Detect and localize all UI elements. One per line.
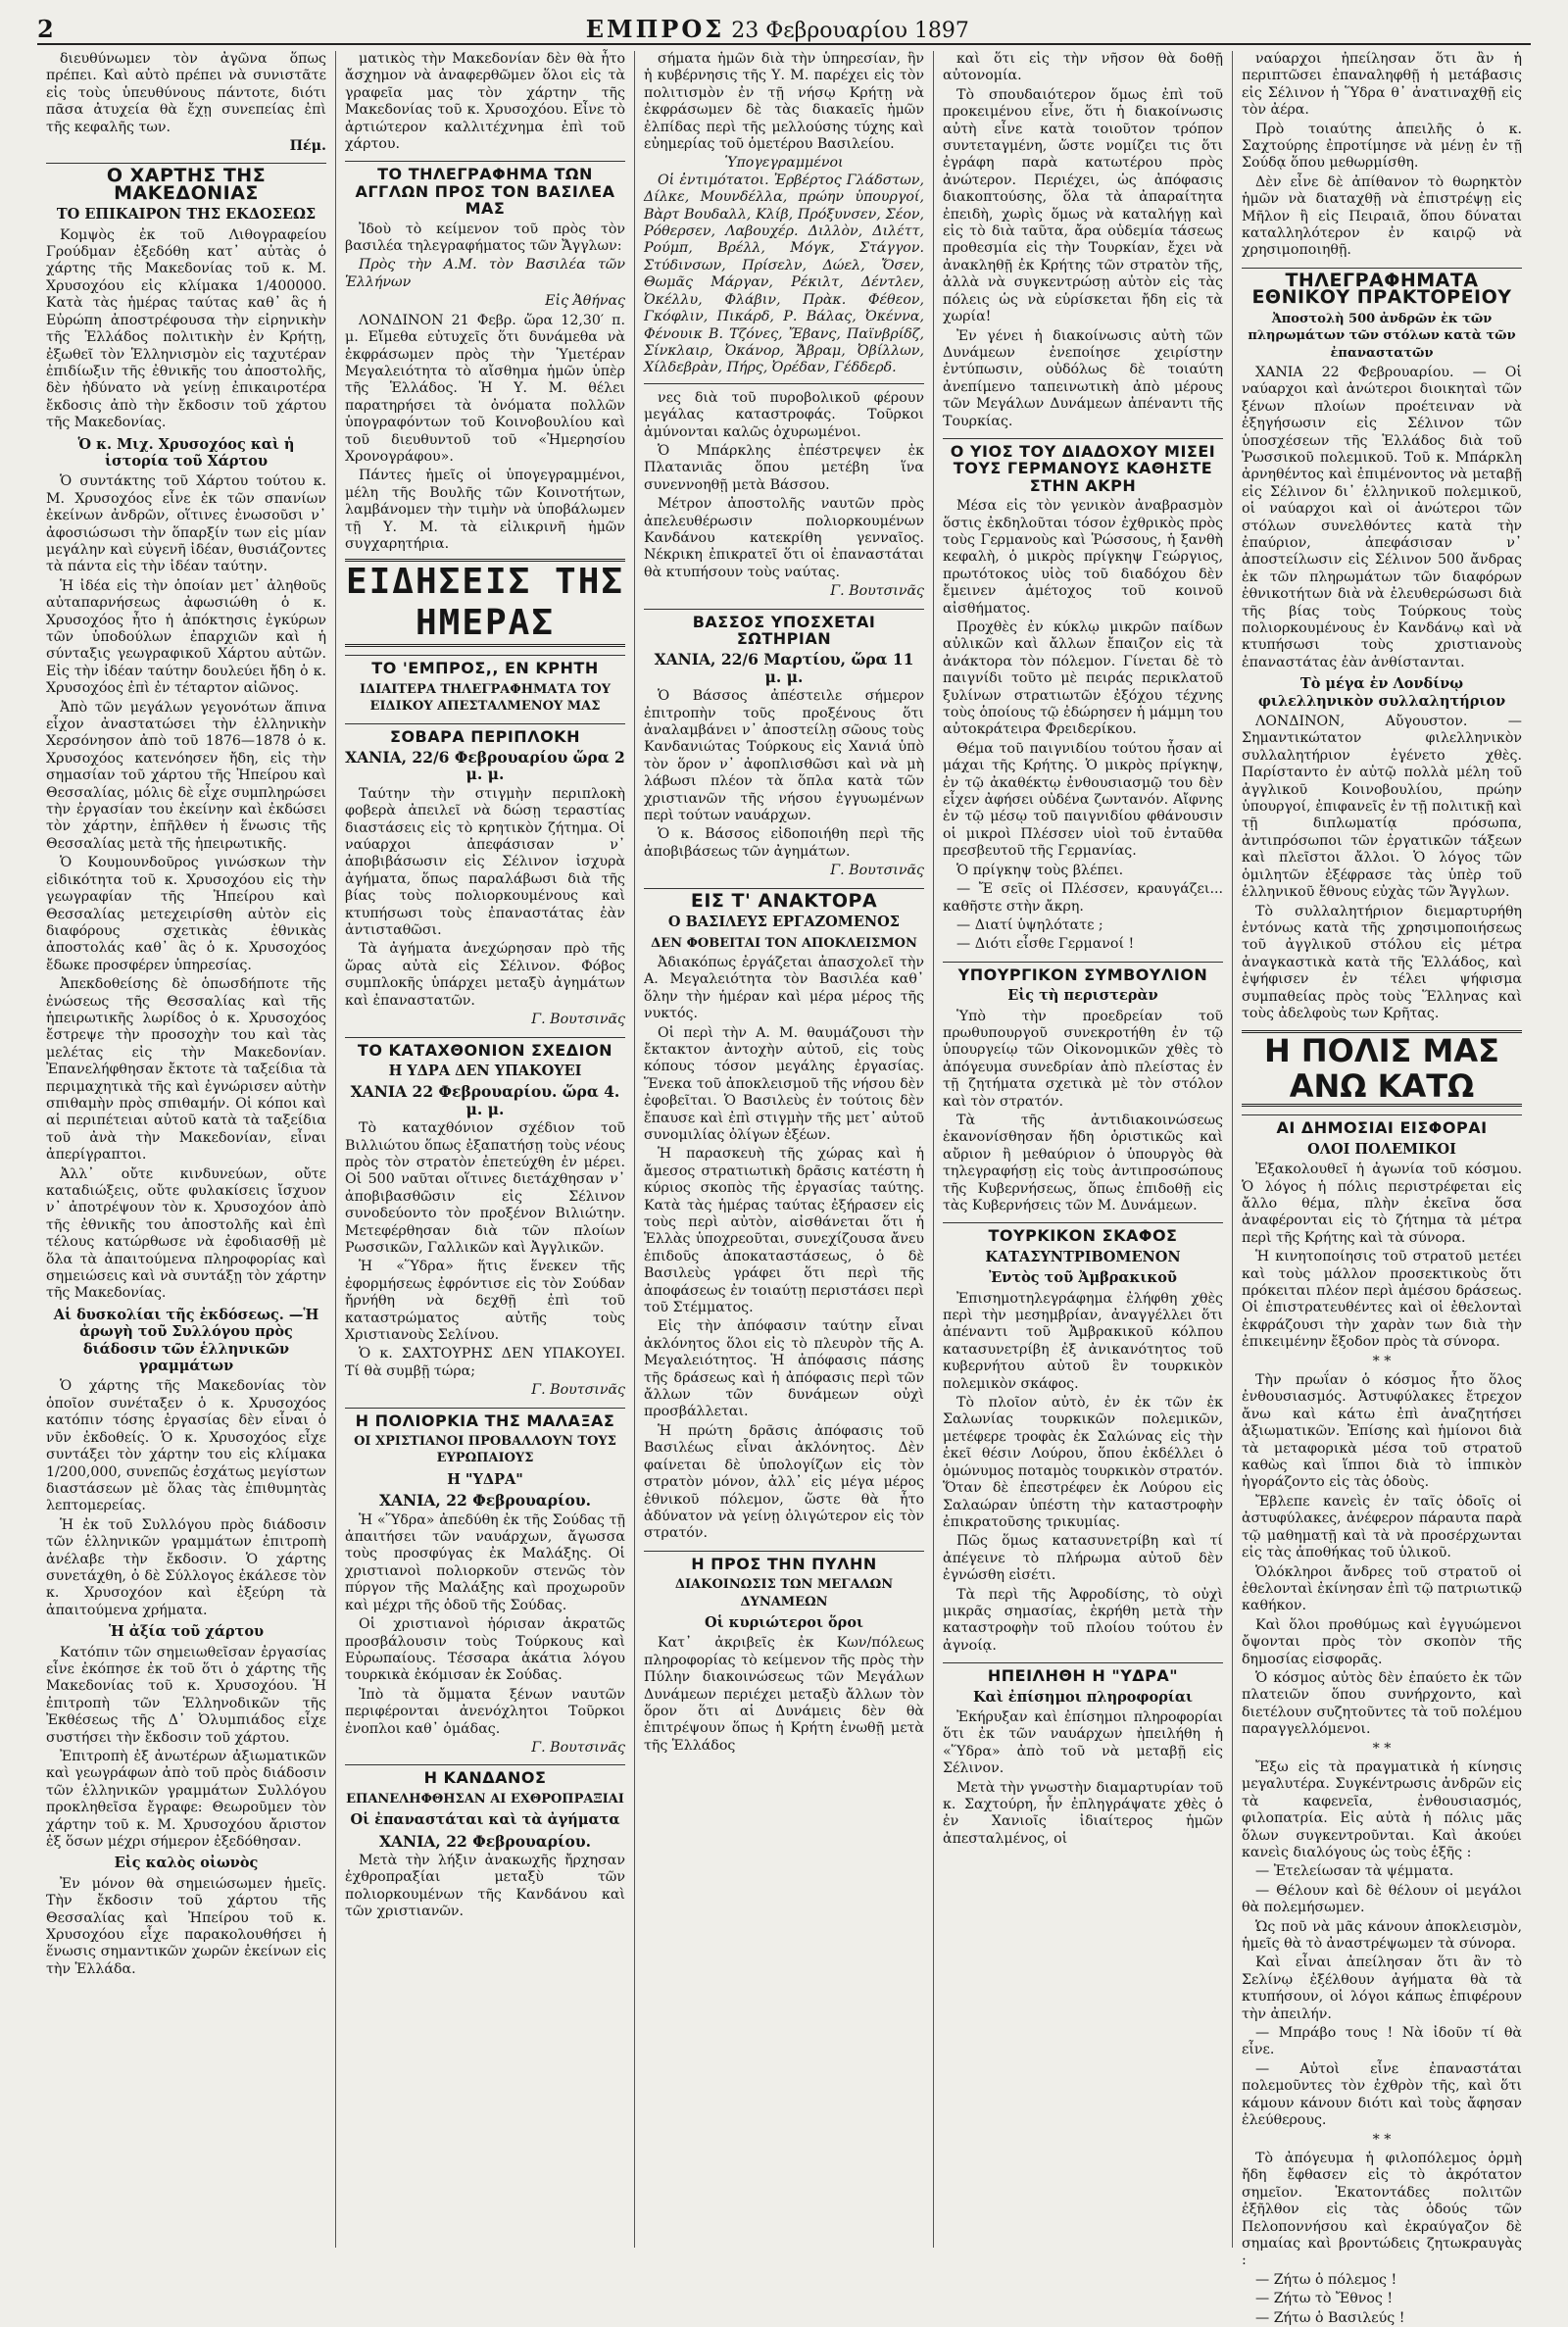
dialogue-line: — Ζήτω ὁ Βασιλεύς ! bbox=[1255, 2309, 1405, 2326]
article-text: Ἡ κινητοποίησις τοῦ στρατοῦ μετέει καὶ τοὺς μάλλον προσεκτικοὺς ὅτι πρόκειται πλέον περὶ ἀμέσου δράσεως. Οἱ ἐπιστρατευθέντες καὶ οἱ ἐθελονταὶ ἐκφράζουσι τὴν χαρὰν των διὰ τὴν ἐπικειμένην ἔξοδον πρὸς τὰ σύνορα. bbox=[1242, 1249, 1522, 1351]
article-text: Ἡ «Ὕδρα» ἀπεδύθη ἐκ τῆς Σούδας τῇ ἀπαιτήσει τῶν ναυάρχων, ἄγωσσα τοὺς προσφύγας ἐκ Μαλάξης. Οἱ χριστιανοὶ πολιορκοῦν στενῶς τὸν πύργον τῆς Μαλάξης καὶ προχωροῦν καὶ μέχρι τῆς ὁδοῦ τῆς Σούδας. bbox=[345, 1511, 625, 1613]
dialogue-line: — Θέλουν καὶ δὲ θέλουν οἱ μεγάλοι θὰ πολεμήσωμεν. bbox=[1242, 1882, 1522, 1916]
headline: Η ΚΑΝΔΑΝΟΣ bbox=[345, 1764, 625, 1786]
address-line: Πρὸς τὴν Α.Μ. τὸν Βασιλέα τῶν Ἑλλήνων bbox=[345, 257, 625, 290]
article-text: Τὴν πρωΐαν ὁ κόσμος ἦτο ὅλος ἐνθουσιασμός. Ἀστυφύλακες ἔτρεχον ἄνω καὶ κάτω ἐπὶ ἀναζητήσει ἀξιωματικῶν. Ἐπίσης καὶ ἡμίονοι διὰ τὰ μεταφορικὰ μέσα τοῦ στρατοῦ καθὼς καὶ ἵπποι διὰ τὸ ἱππικὸν ἠγοράζοντο εἰς τὰς ὁδοὺς. bbox=[1242, 1372, 1522, 1491]
article-text: Τὸ καταχθόνιον σχέδιον τοῦ Βιλλιώτου ὅπως ἐξαπατήσῃ τοὺς νέους πρὸς τὸν στρατὸν ἐπετεύχθη ἐν μέρει. Οἱ 500 ναῦται οἵτινες διετάχθησαν ν᾽ ἀποβιβασθῶσιν εἰς Σέλινον συνοδεύοντο τὸν προξένον Βιλιώτην. Μετεφέρθησαν διὰ τῶν πλοίων Ρωσσικῶν, Γαλλικῶν καὶ Ἀγγλικῶν. bbox=[345, 1120, 625, 1256]
article-text: Ἐπισημοτηλεγράφημα ἐλήφθη χθὲς περὶ τὴν μεσημβρίαν, ἀναγγέλλει ὅτι ἀπέναντι τοῦ Ἀμβρακικοῦ κόλπου κατασυνετρίβη ἐξ ἀνικανότητος τοῦ κυβερνήτου αὐτοῦ ἓν τουρκικὸν πολεμικὸν σκάφος. bbox=[943, 1290, 1223, 1392]
article-text: ΛΟΝΔΙΝΟΝ, Αὔγουστον. — Σημαντικώτατον φιλελληνικὸν συλλαλητήριον ἐγένετο χθὲς. Παρίσταντο ἐν αὐτῷ πολλὰ μέλη τοῦ ἀγγλικοῦ Κοινοβουλίου, πρώην ὑπουργοί, ἐπιφανεῖς ἐν τῇ πολιτικῇ καὶ τῇ διπλωματίᾳ πρόσωπα, ἀντιπρόσωποι τῶν ἐργατικῶν τάξεων καὶ πλεῖστοι ἄλλοι. Ὁ λόγος τῶν ὁμιλητῶν ἐξέφρασε τὰς ὑπὲρ τοῦ ἑλληνικοῦ ἔθνους εὐχὰς τῶν Ἄγγλων. bbox=[1242, 714, 1522, 901]
subheadline: Εἰς τὴ περιστερὰν bbox=[1007, 987, 1158, 1005]
article-text: Ὡς ποῦ νὰ μᾶς κάνουν ἀποκλεισμὸν, ἡμεῖς θὰ τὸ ἀναστρέψωμεν τὰ σύνορα. bbox=[1242, 1918, 1522, 1953]
dateline: ΧΑΝΙΑ 22 Φεβρουαρίου. ὥρα 4. μ. μ. bbox=[350, 1082, 620, 1118]
headline: ΤΟ ΤΗΛΕΓΡΑΦΗΜΑ ΤΩΝ ΑΓΓΛΩΝ ΠΡΟΣ ΤΟΝ ΒΑΣΙΛΕΑ ΜΑΣ bbox=[345, 161, 625, 217]
column-4 bbox=[934, 51, 1233, 2248]
masthead-title bbox=[586, 15, 969, 43]
columns bbox=[37, 51, 1531, 2326]
dialogue-line: — Ζήτω τὸ Ἔθνος ! bbox=[1255, 2291, 1394, 2307]
article-signature: Γ. Βουτσινᾶς bbox=[531, 1382, 625, 1399]
subheadline: ΟΛΟΙ ΠΟΛΕΜΙΚΟΙ bbox=[1307, 1140, 1456, 1158]
dialogue-line: — Διότι εἶσθε Γερμανοί ! bbox=[956, 936, 1135, 953]
article-text: Τὰ ἀγήματα ἀνεχώρησαν πρὸ τῆς ὥρας αὐτὰ εἰς Σέλινον. Φόβος συμπλοκῆς ὑπάρχει μεταξὺ ἀγημάτων καὶ ἐπαναστατῶν. bbox=[345, 941, 625, 1009]
article-text: Ὁ συντάκτης τοῦ Χάρτου τούτου κ. Μ. Χρυσοχόος εἶνε ἐκ τῶν σπανίων ἐκείνων ἀνδρῶν, οἵτινες ἐνωσοῦσι ν᾽ ἀφοσιώσωσι τὴν ὅπαρξίν των εἰς μίαν μεγάλην καὶ εὐγενῆ ἰδέαν, θυσιάζοντες τὰ πάντα εἰς τὴν ἰδέαν ταύτην. bbox=[46, 473, 326, 575]
deck: ΕΠΑΝΕΛΗΦΘΗΣΑΝ ΑΙ ΕΧΘΡΟΠΡΑΞΙΑΙ bbox=[346, 1791, 624, 1807]
article-text: καὶ ὅτι εἰς τὴν νῆσον θὰ δοθῇ αὐτονομία. bbox=[943, 51, 1223, 84]
headline: ΗΠΕΙΛΗΘΗ Η "ΥΔΡΑ" bbox=[943, 1662, 1223, 1684]
article-text: Εἰς τὴν ἀπόφασιν ταύτην εἶναι ἀκλόνητος ὅλοι εἰς τὸ πλευρὸν τῆς Α. Μεγαλειότητος. Ἡ ἀπόφασις πάσης τῆς δράσεως καὶ ἡ ἀπόφασις περὶ τῶν ἄλλων τῶν δυνάμεων οὐχὶ προσβάλλεται. bbox=[644, 1318, 924, 1420]
article-text: Τὸ ἀπόγευμα ἡ φιλοπόλεμος ὁρμὴ ἤδη ἔφθασεν εἰς τὸ ἀκρότατον σημεῖον. Ἑκατοντάδες πολιτῶν ἐξῆλθον εἰς τὰς ὁδούς τῶν Πελοποννήσου καὶ ἐκραύγαζον δὲ σημαίας καὶ βροντώδεις ζητωκραυγὰς : bbox=[1242, 2150, 1522, 2269]
deck: ΟΙ ΧΡΙΣΤΙΑΝΟΙ ΠΡΟΒΑΛΛΟΥΝ ΤΟΥΣ ΕΥΡΩΠΑΙΟΥΣ bbox=[354, 1434, 616, 1466]
headline: ΤΟ ΚΑΤΑΧΘΟΝΙΟΝ ΣΧΕΔΙΟΝ bbox=[345, 1037, 625, 1059]
article-text: Ἔβλεπε κανεὶς ἐν ταῖς ὁδοῖς οἱ ἀστυφύλακες, ἀνέφερον πάραυτα παρὰ τῷ μαθηματῇ καὶ τὰ νὰ προσέρχωνται εἰς τὰς ἀποθήκας τοῦ ὑλικοῦ. bbox=[1242, 1493, 1522, 1561]
dateline: ΧΑΝΙΑ, 22/6 Μαρτίου, ὥρα 11 μ. μ. bbox=[654, 650, 914, 686]
headline: ΤΟ 'ΕΜΠΡΟΣ,, ΕΝ ΚΡΗΤΗ bbox=[345, 655, 625, 676]
article-text: Οἱ χριστιανοὶ ἠόρισαν ἀκρατῶς προσβάλουσιν τοὺς Τούρκους καὶ Εὐρωπαίους. Τέσσαρα ἀκάτια λόγου τουρκικὰ ἐκόμισαν ἐκ Σούδας. bbox=[345, 1616, 625, 1684]
article-text: Ἰπὸ τὰ ὄμματα ξένων ναυτῶν περιφέρονται ἀνενόχλητοι Τοῦρκοι ἐνοπλοι καθ᾽ ὁμάδας. bbox=[345, 1686, 625, 1737]
column-1 bbox=[37, 51, 336, 2248]
article-text: Ὁ Βάσσος ἀπέστειλε σήμερον ἐπιτροπὴν τοῦς προξένους ὅτι ἀναλαμβάνει ν᾽ ἀποστείλῃ σῶους τοὺς Κανδανιώτας Τούρκους εἰς Χανιά ὑπὸ τὸν ὅρον ν᾽ ἀφοπλισθῶσι καὶ νὰ μὴ λάβωσι πλέον τὰ ὅπλα κατὰ τῶν χριστιανῶν τῆς νήσου ἐγγυωμένων περὶ τούτων ναυάρχων. bbox=[644, 688, 924, 824]
article-signature: Γ. Βουτσινᾶς bbox=[830, 863, 924, 879]
subheadline: Ὁ κ. Μιχ. Χρυσοχόος καὶ ἡ ἱστορία τοῦ Χάρτου bbox=[77, 435, 295, 470]
article-text: ναύαρχοι ἠπείλησαν ὅτι ἂν ἡ περιπτῶσει ἐπαναληφθῇ ἡ μετάβασις εἰς Σέλινον ἡ Ὕδρα θ᾽ ἀνατιναχθῇ εἰς τὸν ἀέρα. bbox=[1242, 51, 1522, 119]
page-number: 2 bbox=[37, 14, 54, 43]
masthead bbox=[37, 14, 1531, 45]
article-text: Οἱ περὶ τὴν Α. Μ. θαυμάζουσι τὴν ἔκτακτον ἀντοχὴν αὐτοῦ, εἰς τοὺς κόπους τόσον μεγάλης ἐργασίας. Ἕνεκα τοῦ ἀποκλεισμοῦ τῆς νήσου δὲν ἐφοβεῖται. Ὁ Βασιλεὺς ἐν τούτοις δὲν ἔπαυσε καὶ ἐπὶ στιγμὴν τῆς μετ᾽ αὐτοῦ συνομιλίας ὀλίγων ἐξέων. bbox=[644, 1024, 924, 1143]
article-text: Ἀπεκδοθείσης δὲ ὁπωσδήποτε τῆς ἐνώσεως τῆς Θεσσαλίας καὶ τῆς ἡπειρωτικῆς λωρίδος ὁ κ. Χρυσοχόος ἔστρεψε τὴν προσοχὴν του καὶ τὰς μελέτας εἰς τὴν Μακεδονίαν. Ἐπανελήφθησαν ἔκτοτε τὰ ταξείδια τὰ περιμαχητικὰ τῆς καὶ ἐγνώρισεν αὐτὴν σπιθαμὴν πρὸς σπιθαμήν. Οἱ κόποι καὶ αἱ περιπέτειαι αὐτοῦ κατὰ τὰ ταξείδια τοῦ ἀνὰ τὴν Μακεδονίαν, εἶναι ἀπερίγραπτοι. bbox=[46, 976, 326, 1164]
article-text: Ἐπιτροπὴ ἐξ ἀνωτέρων ἀξιωματικῶν καὶ γεωγράφων ἀπὸ τοῦ πρὸς διάδοσιν τῶν ἑλληνικῶν γραμμάτων Συλλόγου προκληθεῖσα ἔγραφε: Θεωροῦμεν τὸν χάρτην τοῦ κ. Μ. Χρυσοχόου ἄριστον ἐξ ὅσων μέχρι σήμερον ἐξεδόθησαν. bbox=[46, 1749, 326, 1851]
article-text: Μέσα εἰς τὸν γενικὸν ἀναβρασμὸν ὅστις ἐκδηλοῦται τόσον ἐχθρικὸς πρὸς τοὺς Γερμανοὺς καὶ Ῥώσσους, ἡ ξανθὴ κεφαλὴ, ὁ μικρὸς πρίγκηψ Γεώργιος, πρωτότοκος υἱὸς τοῦ διαδόχου δὲν ἔμεινεν ἀμέτοχος τοῦ κοινοῦ αἰσθήματος. bbox=[943, 498, 1223, 617]
subheadline: ΚΑΤΑΣΥΝΤΡΙΒΟΜΕΝΟΝ bbox=[985, 1248, 1181, 1265]
article-text: Κατ᾽ ἀκριβεῖς ἐκ Κων/πόλεως πληροφορίας τὸ κείμενον τῆς πρὸς τὴν Πύλην διακοινώσεως τῶν Μεγάλων Δυνάμεων περιέχει μεταξὺ ἄλλων τὸν ὅρον ὅτι αἱ Δυνάμεις δὲν θὰ ἐπιτρέψουν ὅπως ἡ Κρήτη ἑνωθῇ μετὰ τῆς Ἑλλάδος bbox=[644, 1635, 924, 1754]
column-3 bbox=[635, 51, 934, 2248]
article-text: ΛΟΝΔΙΝΟΝ 21 Φεβρ. ὥρα 12,30′ π. μ. Εἴμεθα εὐτυχεῖς ὅτι δυνάμεθα νὰ ἐκφράσωμεν πρὸς τὴν Ὑμετέραν Μεγαλειότητα τὸ αἴσθημα ἡμῶν ὑπὲρ τῆς Ἑλλάδος. Ἡ Υ. Μ. θέλει παρατηρήσει τὰ ὀνόματα πολλῶν ὑπογραφόντων τοῦ Κοινοβουλίου καὶ τοῦ διευθυντοῦ τοῦ «Ἡμερησίου Χρονογράφου». bbox=[345, 312, 625, 465]
article-text: Ταύτην τὴν στιγμὴν περιπλοκὴ φοβερὰ ἀπειλεῖ νὰ δώσῃ τεραστίας διαστάσεις εἰς τὸ κρητικὸν ζήτημα. Οἱ ναύαρχοι ἀπεφάσισαν ν᾽ ἀποβιβάσωσιν εἰς Σέλινον ἰσχυρὰ ἀγήματα, ὅπως παραλάβωσι διὰ τῆς βίας τοὺς πολιορκουμένους καὶ κτυπήσωσι τοὺς ἐπαναστάτας ἐὰν ἀντισταθῶσι. bbox=[345, 785, 625, 939]
article-text: Ὁ Κουμουνδοῦρος γινώσκων τὴν εἰδικότητα τοῦ κ. Χρυσοχόου εἰς τὴν γεωγραφίαν τῆς Ἠπείρου καὶ Θεσσαλίας μετεχειρίσθη αὐτὸν εἰς διαφόρους σχετικὰς ἐθνικὰς ἀποστολάς καθ᾽ ἃς ὁ κ. Χρυσοχόος ἔδωκε προσφέρεν ὑπηρεσίας. bbox=[46, 855, 326, 973]
dialogue-line: — Διατί ὑψηλότατε ; bbox=[956, 916, 1103, 933]
subheadline: Ο ΒΑΣΙΛΕΥΣ ΕΡΓΑΖΟΜΕΝΟΣ bbox=[667, 914, 901, 931]
place-line: Εἰς Ἀθήνας bbox=[545, 293, 625, 310]
article-signature: Πέμ. bbox=[289, 138, 326, 155]
dialogue-line: — Αὐτοὶ εἶνε ἐπαναστάται πολεμοῦντες τὸν ἐχθρὸν τῆς, καὶ ὅτι κάμουν κάνουν διότι καὶ τοὺς ἄφησαν ἐλεύθερους. bbox=[1242, 2060, 1522, 2129]
subheadline: Η "ΥΔΡΑ" bbox=[447, 1470, 523, 1488]
article-signature: Γ. Βουτσινᾶς bbox=[830, 583, 924, 600]
dialogue-line: Ὁ πρίγκηψ τοὺς βλέπει. bbox=[956, 862, 1124, 878]
dialogue-line: — Ἔ σεῖς οἱ Πλέσσεν, κραυγάζει... καθῆστε στὴν ἄκρη. bbox=[943, 881, 1223, 915]
article-text: Ὁ κ. Βάσσος εἰδοποιήθη περὶ τῆς ἀποβιβάσεως τῶν ἀγημάτων. bbox=[644, 826, 924, 860]
article-text: νες διὰ τοῦ πυροβολικοῦ φέρουν μεγάλας καταστροφάς. Τοῦρκοι ἀμύνονται καλῶς ὀχυρωμένοι. bbox=[644, 389, 924, 440]
article-text: διευθύνωμεν τὸν ἀγῶνα ὅπως πρέπει. Καὶ αὐτὸ πρέπει νὰ συνιστᾶτε εἰς τοὺς ὑπευθύνους πάντοτε, διότι πᾶσα ἀτυχεία θὰ ἔχῃ συνεπείας ἐπὶ τῆς κεφαλῆς των. bbox=[46, 51, 326, 135]
headline: ΥΠΟΥΡΓΙΚΟΝ ΣΥΜΒΟΥΛΙΟΝ bbox=[943, 962, 1223, 983]
article-signature: Γ. Βουτσινᾶς bbox=[531, 1739, 625, 1756]
article-text: Μετὰ τὴν γνωστὴν διαμαρτυρίαν τοῦ κ. Σαχτούρη, ἦν ἐπληγράψατε χθὲς ὁ ἐν Χανιοῖς ἰδιαίτερος ἡμῶν ἀπεσταλμένος, οἱ bbox=[943, 1779, 1223, 1847]
divider bbox=[644, 383, 924, 384]
article-text: Ὁ Μπάρκλης ἐπέστρεψεν ἐκ Πλατανιᾶς ὅπου μετέβη ἵνα συνεννοηθῇ μετὰ Βάσσου. bbox=[644, 442, 924, 493]
article-text: Ἰδοὺ τὸ κείμενον τοῦ πρὸς τὸν βασιλέα τηλεγραφήματος τῶν Ἄγγλων: bbox=[345, 221, 625, 255]
article-text: Μέτρον ἀποστολῆς ναυτῶν πρὸς ἀπελευθέρωσιν πολιορκουμένων Κανδάνου κατεκρίθη γενναῖος. Νέκρικη ἐπικρατεῖ ὅτι οἱ ἐπαναστάται θὰ κτυπήσουν τοὺς ναύτας. bbox=[644, 496, 924, 580]
section-separator: * * bbox=[1372, 1740, 1392, 1757]
headline: Η ΠΡΟΣ ΤΗΝ ΠΥΛΗΝ bbox=[644, 1551, 924, 1572]
article-text: Τὸ πλοῖον αὐτὸ, ἐν ἐκ τῶν ἐκ Σαλωνίας τουρκικῶν πολεμικῶν, μετέφερε τροφὰς ἐκ Σαλώνας εἰς τὴν ἐκεῖ θέσιν Λούρου, ὅπου ἐκδέλλει ὁ ὁμώνυμος ποταμὸς τουρκικὸν στρατόν. Ὅταν δὲ ἐπεστρέφεν ἐκ Λούρου εἰς Σαλαώραν ὑπέστη τὴν καταστροφὴν ἐπικρατοῦσης τρικυμίας. bbox=[943, 1395, 1223, 1530]
headline: Ο ΥΙΟΣ ΤΟΥ ΔΙΑΔΟΧΟΥ ΜΙΣΕΙ ΤΟΥΣ ΓΕΡΜΑΝΟΥΣ ΚΑΘΗΣΤΕ ΣΤΗΝ ΑΚΡΗ bbox=[943, 438, 1223, 494]
article-text: Ὑπὸ τὴν προεδρείαν τοῦ πρωθυπουργοῦ συνεκροτήθη ἐν τῷ ὑπουργείῳ τῶν Οἰκονομικῶν χθὲς τὸ ἀπόγευμα συνεδρίαν ἀπὸ πλείστας ἐν τῇ ζητήματα σχετικὰ μὲ τὸν στόλον καὶ τὸν στρατόν. bbox=[943, 1008, 1223, 1110]
headline: ΤΗΛΕΓΡΑΦΗΜΑΤΑ ΕΘΝΙΚΟΥ ΠΡΑΚΤΟΡΕΙΟΥ bbox=[1242, 268, 1522, 307]
article-text: Ὁ χάρτης τῆς Μακεδονίας τὸν ὁποῖον συνέταξεν ὁ κ. Χρυσοχόος κατόπιν τόσης ἐργασίας δὲν εἶναι ὁ νῦν ἐκδοθείς. Ὁ κ. Χρυσοχόος εἶχε συντάξει τὸν χάρτην του εἰς κλίμακα 1/200,000, συνεπῶς ἐσχάτως μεγίστων διαστάσεων μὲ ὅλας τὰς ἐπιθυμητὰς λεπτομερείας. bbox=[46, 1378, 326, 1514]
article-text: Ἐκήρυξαν καὶ ἐπίσημοι πληροφορίαι ὅτι ἐκ τῶν ναυάρχων ἠπειλήθη ἡ «Ὕδρα» ἀπὸ τοῦ νὰ μεταβῇ εἰς Σέλινον. bbox=[943, 1708, 1223, 1777]
deck: ΔΕΝ ΦΟΒΕΙΤΑΙ ΤΟΝ ΑΠΟΚΛΕΙΣΜΟΝ bbox=[651, 935, 917, 951]
issue-date: 23 Φεβρουαρίου 1897 bbox=[731, 18, 969, 43]
article-text: Ὁ κ. ΣΑΧΤΟΥΡΗΣ ΔΕΝ ΥΠΑΚΟΥΕΙ. Τί θὰ συμβῇ τώρα; bbox=[345, 1346, 625, 1379]
article-text: Ἡ πρώτη δρᾶσις ἀπόφασις τοῦ Βασιλέως εἶναι ἀκλόνητος. Δὲν φαίνεται δὲ ὑπολογίζων εἰς τὸν στρατὸν μόνον, ἀλλ᾽ εἰς μέγα μέρος ἐθνικοῦ πόλεμον, ὥστε θὰ ἦτο ἀδύνατον νὰ γείνῃ ὀλιγώτερον εἰς τὸν στρατόν. bbox=[644, 1422, 924, 1542]
article-text: Τὰ περὶ τῆς Ἀφροδίσης, τὸ οὐχὶ μικρᾶς σημασίας, ἐκρήθη μετὰ τὴν καταστροφὴν τοῦ πλοίου τούτου ἐν ἀγνοίᾳ. bbox=[943, 1586, 1223, 1654]
column-2 bbox=[336, 51, 635, 2248]
article-text: Προχθὲς ἐν κύκλῳ μικρῶν παίδων αὐλικῶν καὶ ἄλλων ἔπαιζον εἰς τὰ ἀνάκτορα τὸν πόλεμον. Γίνεται δὲ τὸ παιγνίδι τοῦτο μὲ πειράς περικλατοῦ ξυλίνων στρατιωτῶν ἐξόχου τέχνης τοὺς ὁποίους τῷ ἐδώρησεν ἡ μάμμη του αὐτοκράτειρα Φρειδερίκου. bbox=[943, 619, 1224, 738]
subheadline: Οἱ κυριώτεροι ὅροι bbox=[704, 1613, 864, 1631]
article-text: Ἡ «Ὕδρα» ἥτις ἕνεκεν τῆς ἐφορμήσεως ἐφρόντισε εἰς τὸν Σούδαν ἤρνήθη νὰ δεχθῇ ἐπὶ τοῦ καταστρώματος αὐτῆς τοὺς Χριστιανοὺς Σελίνου. bbox=[345, 1259, 625, 1343]
article-text: Ἐξακολουθεῖ ἡ ἀγωνία τοῦ κόσμου. Ὁ λόγος ἡ πόλις περιστρέφεται εἰς ἄλλο θέμα, πλὴν ἐκεῖνα ὅσα ἀναφέρονται εἰς τὸ ζήτημα τὰ μέτρα περὶ τῆς Κρήτης καὶ τὰ σύνορα. bbox=[1242, 1162, 1522, 1246]
article-text: Ἀπὸ τῶν μεγάλων γεγονότων ἅπινα εἶχον ἀναστατώσει τὴν ἑλληνικὴν Χερσόνησον ἀπὸ τοῦ 1876—1878 ὁ κ. Χρυσοχόος κατενόησεν ἤδη, εἰς τὴν σημασίαν τοῦ χάρτου τῆς Ἠπείρου καὶ Θεσσαλίας, μόλις δὲ εἶχε συμπληρώσει τὴν ἐργασίαν του ἐκείνην καὶ ἐκδώσει τὸν χάρτην, ἐπῆλθεν ἡ ἕνωσις τῆς Θεσσαλίας μετὰ τῆς ἡπειρωτικῆς. bbox=[46, 699, 326, 852]
section-separator: * * bbox=[1372, 1353, 1392, 1369]
dialogue-line: — Ἐτελείωσαν τὰ ψέμματα. bbox=[1255, 1863, 1454, 1880]
subheadline: Οἱ ἐπαναστάται καὶ τὰ ἀγήματα bbox=[350, 1811, 620, 1829]
article-text: Θέμα τοῦ παιγνιδίου τούτου ἦσαν αἱ μάχαι τῆς Κρήτης. Ὁ μικρὸς πρίγκηψ, ἐν τῷ ἀκαθέκτῳ ἐνθουσιασμῷ του δὲν εἶχεν ἀφήσει οὐδένα ζωντανόν. Αἴφνης ἐν τῷ μέσῳ τοῦ παιγνιδίου φθάνουσιν οἱ μικροὶ Πλέσσεν υἱοὶ τοῦ ἐνταῦθα πρεσβευτοῦ τῆς Γερμανίας. bbox=[943, 740, 1223, 860]
article-text: Ἀλλ᾽ οὔτε κινδυνεύων, οὔτε καταδιώξεις, οὔτε φυλακίσεις ἴσχυον ν᾽ ἀποτρέψουν τὸν κ. Χρυσοχόον ἀπὸ τῆς ἐθνικῆς του ἀποστολῆς καὶ ἐπὶ τέλους κατώρθωσε νὰ ἐφοδιασθῇ μὲ ὅλα τὰ ἀπαιτούμενα πληροφορίας καὶ σημειώσεις καὶ νὰ συντάξῃ τὸν χάρτην τῆς Μακεδονίας. bbox=[46, 1165, 326, 1302]
article-text: Τὸ σπουδαιότερον ὅμως ἐπὶ τοῦ προκειμένου εἶνε, ὅτι ἡ διακοίνωσις αὐτὴ εἶνε κατὰ τοιοῦτον τρόπον συντεταγμένη, ὥστε νομίζει τις ὅτι ἐγράφη παρὰ κατωτέρου πρὸς ἀνώτερον. Περιέχει, ὡς ἀπόφασις διακοπτούσης, ὅλα τὰ ἀπαραίτητα ἐπειδὴ, χωρὶς ὅμως νὰ καταλήγῃ καὶ εἰς τὸ διὰ ταῦτα, ἄρα οὐδεμία τάσεως προθεσμία εἰς τὴν Τουρκίαν, ἔχει νὰ ἀνακληθῇ ἐκ Κρήτης τῶν στρατὸν τῆς, ἀλλὰ νὰ συγκεντρώσῃ αὐτὸν εἰς τὰς πόλεις ὡς νὰ εὑρίσκεται ἤδη εἰς τὰ χωρία! bbox=[943, 86, 1223, 325]
article-text: Πάντες ἡμεῖς οἱ ὑπογεγραμμένοι, μέλη τῆς Βουλῆς τῶν Κοινοτήτων, λαμβάνομεν τὴν τιμὴν νὰ ὑποβάλωμεν τῇ Υ. Μ. τὰ εἰλικρινῆ ἡμῶν συγχαρητήρια. bbox=[345, 468, 625, 552]
article-text: Τὸ συλλαλητήριον διεμαρτυρήθη ἐντόνως κατὰ τῆς χρησιμοποιήσεως τοῦ ἀγγλικοῦ στόλου εἰς μέτρα ἀναγκαστικὰ κατὰ τῆς Ἑλλάδος, καὶ ἐψήφισεν ἐν τέλει ψήφισμα συμπαθείας πρὸς τοὺς Ἕλληνας καὶ τοὺς ἀδελφοὺς των Κρῆτας. bbox=[1242, 903, 1522, 1021]
article-text: Μετὰ τὴν λήξιν ἀνακωχῆς ἤρχησαν ἐχθροπραξίαι μεταξὺ τῶν πολιορκουμένων τῆς Κανδάνου καὶ τῶν χριστιανῶν. bbox=[345, 1852, 625, 1920]
headline: ΕΙΣ Τ' ΑΝΑΚΤΟΡΑ bbox=[644, 888, 924, 910]
headline: ΑΙ ΔΗΜΟΣΙΑΙ ΕΙΣΦΟΡΑΙ bbox=[1242, 1114, 1522, 1136]
section-banner: Η ΠΟΛΙΣ ΜΑΣ ΑΝΩ ΚΑΤΩ bbox=[1242, 1030, 1522, 1107]
headline: Η ΠΟΛΙΟΡΚΙΑ ΤΗΣ ΜΑΛΑΞΑΣ bbox=[345, 1408, 625, 1429]
article-text: Ὁλόκληροι ἄνδρες τοῦ στρατοῦ οἱ ἐθελονταὶ ἐκίνησαν ἐπὶ τῷ πατριωτικῷ καθήκον. bbox=[1242, 1563, 1522, 1614]
dialogue-line: — Μπράβο τους ! Νὰ ἰδοῦν τί θὰ εἶνε. bbox=[1242, 2025, 1522, 2058]
dialogue-line: — Ζήτω ὁ πόλεμος ! bbox=[1255, 2271, 1397, 2288]
article-text: Καὶ εἶναι ἀπείλησαν ὅτι ἂν τὸ Σελίνῳ ἐξέλθουν ἀγήματα θὰ τὰ κτυπήσουν, οἱ λόγοι κάπως ἐπιφέρουν τὴν ἀπειλήν. bbox=[1242, 1955, 1522, 2022]
article-text: ΧΑΝΙΑ 22 Φεβρουαρίου. — Οἱ ναύαρχοι καὶ ἀνώτεροι διοικηταὶ τῶν ξένων πλοίων προέτειναν νὰ ἐξηγήσωσιν εἰς Σέλινον τῶν ὑποσχέσεων τῆς Ἑλλάδος διὰ τοῦ Ῥωσσικοῦ πολεμικοῦ. Τοῦ κ. Μπάρκλη ἀρνηθέντος καὶ ἐπιμένοντος νὰ μεταβῇ εἰς Σέλινον δι᾽ ἑλληνικοῦ πολεμικοῦ, οἱ ναύαρχοι καὶ οἱ ἀνώτεροι τῶν στόλων συνελθόντες κατὰ τὴν ἐπαύριον, ἀπεφάσισαν ν᾽ ἀποστείλωσιν εἰς Σέλινον 500 ἄνδρας ἐκ τῶν πληρωμάτων τῶν διαφόρων ἐθνικοτήτων διὰ νὰ ἐλευθερώσωσι διὰ τῆς βίας τοὺς Τούρκους τοὺς πολιορκουμένους ἐν Κανδάνῳ καὶ νὰ κτυπήσωσι τοὺς χριστιανοὺς ἐπαναστάτας ἐὰν ἀνθίστανται. bbox=[1242, 364, 1522, 670]
headline: ΒΑΣΣΟΣ ΥΠΟΣΧΕΤΑΙ ΣΩΤΗΡΙΑΝ bbox=[644, 609, 924, 648]
article-text: Τὰ τῆς ἀντιδιακοινώσεως ἐκανονίσθησαν ἤδη ὁριστικῶς καὶ αὔριον ἢ μεθαύριον ὁ ὑπουργὸς θὰ τηλεγραφήσῃ εἰς τοὺς ἀντιπροσώπους τῆς Κυβερνήσεως, ὅπως ἐπιδοθῇ εἰς τὰς Κυβερνήσεις τῶν Μ. Δυνάμεων. bbox=[943, 1112, 1223, 1213]
dateline: ΧΑΝΙΑ, 22 Φεβρουαρίου. bbox=[378, 1831, 592, 1851]
article-text: Καὶ ὅλοι προθύμως καὶ ἐγγυώμενοι ὄψονται πρὸς τὸν σκοπὸν τῆς δημοσίας εἰσφορᾶς. bbox=[1242, 1616, 1522, 1667]
article-text: Κατόπιν τῶν σημειωθεῖσαν ἐργασίας εἶνε ἐκόπησε ἐκ τοῦ ὅτι ὁ χάρτης τῆς Μακεδονίας τοῦ κ. Χρυσοχόου. Ἡ ἐπιτροπὴ τῶν Ἑλληνοδικῶν τῆς Ἐκθέσεως τῆς Δ᾽ Ὀλυμπιάδος εἶχε συστήσει τὴν ἔκδοσιν τοῦ χάρτου. bbox=[46, 1644, 326, 1746]
headline: ΤΟΥΡΚΙΚΟΝ ΣΚΑΦΟΣ bbox=[943, 1222, 1223, 1244]
article-text: Ἔξω εἰς τὰ πραγματικὰ ἡ κίνησις μεγαλυτέρα. Συγκέντρωσις ἀνδρῶν εἰς τὰ καφενεῖα, ἐνθουσιασμός, φιλοπατρία. Εἰς αὐτὰ ἡ πόλις μᾶς ὅλων συγκεντροῦνται. Καὶ ἀκούει κανεὶς διαλόγους ὡς τοὺς ἑξῆς : bbox=[1242, 1758, 1522, 1860]
article-text: σήματα ἡμῶν διὰ τὴν ὑπηρεσίαν, ἣν ἡ κυβέρνησις τῆς Υ. Μ. παρέχει εἰς τὸν πολιτισμὸν ἐν τῇ νήσῳ Κρήτῃ νὰ ἐκφράσωμεν δὲ τὰς διακαεῖς ἡμῶν ἐλπίδας περὶ τῆς μελλούσης τύχης καὶ εὐημερίας τοῦ ὁμετέρου Βασιλείου. bbox=[644, 51, 924, 153]
article-text: Κομψὸς ἐκ τοῦ Λιθογραφείου Γρούδμαν ἐξεδόθη κατ᾽ αὐτὰς ὁ χάρτης τῆς Μακεδονίας τοῦ κ. Μ. Χρυσοχόου εἰς κλίμακα 1/400000. Κατὰ τὰς ἡμέρας ταύτας καθ᾽ ἃς ἡ Εὐρώπη ἀποστρέφουσα τὴν εἰρηνικὴν τῆς Ἑλλάδος πολιτικὴν ἐν Κρήτῃ, ἐξωθεῖ τὸν Ἑλληνισμὸν εἰς ταχυτέραν ἐπιδίωξιν τῆς ἐθνικῆς του ἀποστολῆς, δὲν ἠδύνατο νὰ γείνῃ ἐπικαιροτέρα ἔκδοσις ἀπὸ τὴν ἔκδοσιν τοῦ χάρτου τῆς Μακεδονίας. bbox=[46, 226, 326, 431]
subheadline: Εἰς καλὸς οἰωνὸς bbox=[114, 1855, 259, 1872]
article-text: ματικὸς τὴν Μακεδονίαν δὲν θὰ ἦτο ἄσχημον νὰ ἀναφερθῶμεν ὅλοι εἰς τὰ γραφεῖα μας τὸν χάρτην τῆς Μακεδονίας τοῦ κ. Χρυσοχόου. Εἶνε τὸ ἀρτιώτερον καλλιτέχνημα ἐπὶ τοῦ χάρτου. bbox=[345, 51, 625, 153]
subheadline: Η ΥΔΡΑ ΔΕΝ ΥΠΑΚΟΥΕΙ bbox=[388, 1062, 582, 1079]
article-text: Πῶς ὅμως κατασυνετρίβη καὶ τί ἀπέγεινε τὸ πλήρωμα αὐτοῦ δὲν ἐγνώσθη εἰσέτι. bbox=[943, 1533, 1223, 1584]
deck: ΔΙΑΚΟΙΝΩΣΙΣ ΤΩΝ ΜΕΓΑΛΩΝ ΔΥΝΑΜΕΩΝ bbox=[674, 1577, 894, 1609]
article-text: Ἀδιακόπως ἐργάζεται ἀπασχολεῖ τὴν Α. Μεγαλειότητα τὸν Βασιλέα καθ᾽ ὅλην τὴν ἡμέραν καὶ μέρα μέρος τῆς νυκτός. bbox=[644, 954, 924, 1022]
subheadline: Τὸ μέγα ἐν Λονδίνῳ φιλελληνικὸν συλλαλητήριον bbox=[1257, 675, 1506, 710]
article-text: Δὲν εἶνε δὲ ἀπίθανον τὸ θωρηκτὸν ἡμῶν νὰ διαταχθῇ νὰ ἐπιστρέψῃ εἰς Μῆλον ἢ εἰς Πειραιᾶ, ὅπου δύναται καταλληλότερον ἐν καιρῷ νὰ χρησιμοποιηθῇ. bbox=[1242, 173, 1522, 259]
headline: Ο ΧΑΡΤΗΣ ΤΗΣ ΜΑΚΕΔΟΝΙΑΣ bbox=[46, 163, 326, 202]
section-separator: * * bbox=[1372, 2131, 1392, 2148]
newspaper-name: ΕΜΠΡΟΣ bbox=[585, 14, 725, 43]
dateline: ΧΑΝΙΑ, 22 Φεβρουαρίου. bbox=[378, 1491, 592, 1510]
headline: ΣΟΒΑΡΑ ΠΕΡΙΠΛΟΚΗ bbox=[345, 723, 625, 745]
article-text: Ἐν μόνον θὰ σημειώσωμεν ἡμεῖς. Τὴν ἔκδοσιν τοῦ χάρτου τῆς Θεσσαλίας καὶ Ἠπείρου τοῦ κ. Χρυσοχόου εἶχε παρακολουθήσει ἡ ἕνωσις σημαντικῶν χωρῶν ἐκείνων εἰς τὴν Ἑλλάδα. bbox=[46, 1875, 326, 1977]
subheadline: ΤΟ ΕΠΙΚΑΙΡΟΝ ΤΗΣ ΕΚΔΟΣΕΩΣ bbox=[56, 206, 317, 223]
column-5 bbox=[1233, 51, 1531, 2326]
deck: ΙΔΙΑΙΤΕΡΑ ΤΗΛΕΓΡΑΦΗΜΑΤΑ ΤΟΥ ΕΙΔΙΚΟΥ ΑΠΕΣΤΑΛΜΕΝΟΥ ΜΑΣ bbox=[359, 681, 612, 715]
article-text: Πρὸ τοιαύτης ἀπειλῆς ὁ κ. Σαχτούρης ἐπροτίμησε νὰ μένῃ ἐν τῇ Σούδᾳ ὅπου μεθωρμίσθη. bbox=[1242, 121, 1522, 172]
subheadline: Αἱ δυσκολίαι τῆς ἐκδόσεως. —Ἡ ἀρωγὴ τοῦ Συλλόγου πρὸς διάδοσιν τῶν ἑλληνικῶν γραμμάτων bbox=[53, 1306, 319, 1375]
article-text: Ὁ κόσμος αὐτὸς δὲν ἐπαύετο ἐκ τῶν πλατειῶν ὅπου συνήρχοντο, καὶ διετέλουν συζητοῦντες τὰ τοῦ πολέμου παραγγελλόμενοι. bbox=[1242, 1669, 1522, 1738]
subheadline: Καὶ ἐπίσημοι πληροφορίαι bbox=[972, 1688, 1194, 1706]
subheadline: Ἐντὸς τοῦ Ἀμβρακικοῦ bbox=[989, 1269, 1177, 1287]
subheadline: Ἡ ἀξία τοῦ χάρτου bbox=[108, 1623, 265, 1641]
section-banner: ΕΙΔΗΣΕΙΣ ΤΗΣ ΗΜΕΡΑΣ bbox=[345, 559, 625, 647]
article-text: Ἡ παρασκευὴ τῆς χώρας καὶ ἡ ἄμεσος στρατιωτικὴ δρᾶσις κατέστη ἡ κύριος σκοπὸς τῆς ἐργασίας ταύτης. Κατὰ τὰς ἡμέρας ταύτας ἐξήρασεν εἰς τοὺς περὶ αὐτὸν, αἰσθάνεται ὅτι ἡ Ἑλλὰς ὑποχρεοῦται, συνεχίζουσα ἄνευ ἐπιδοῦς ἀποκαταστάσεως, ὁ δὲ Βασιλεὺς γράφει ὅτι περὶ τῆς ἀποφάσεως ἐν τοιαύτῃ περιστάσει περὶ τοῦ Στέμματος. bbox=[644, 1146, 924, 1316]
article-signature: Γ. Βουτσινᾶς bbox=[531, 1012, 625, 1028]
article-text: Ἡ ἰδέα εἰς τὴν ὁποίαν μετ᾽ ἀληθοῦς αὐταπαρνήσεως ἀφωσιώθη ὁ κ. Χρυσοχόος ἦτο ἡ ἀπόκτησις ἐγκύρων τῶν ὑποδούλων ἐπαρχιῶν καὶ ἡ σύνταξις γεωγραφικοῦ Χάρτου αὐτῶν. Εἰς τὴν ἰδέαν ταύτην δουλεύει ἤδη ὁ κ. Χρυσοχόος ἐπὶ ἐν τέταρτον αἰῶνος. bbox=[46, 577, 326, 697]
dateline: ΧΑΝΙΑ, 22/6 Φεβρουαρίου ὥρα 2 μ. μ. bbox=[345, 748, 625, 784]
article-text: Ἐν γένει ἡ διακοίνωσις αὐτὴ τῶν Δυνάμεων ἐνεποίησε χειρίστην ἐντύπωσιν, οὐδόλως δὲ τοιαύτη ἀνεπίμενο ταπεινωτικὴ ἀπὸ μέρους τῶν Μεγάλων Δυνάμεων ἀπέναντι τῆς Τουρκίας. bbox=[943, 327, 1223, 429]
deck: Ἀποστολὴ 500 ἀνδρῶν ἐκ τῶν πληρωμάτων τῶν στόλων κατὰ τῶν ἐπαναστατῶν bbox=[1248, 311, 1516, 361]
signatories-label: Ὑπογεγραμμένοι bbox=[724, 155, 844, 172]
article-text: Ἡ ἐκ τοῦ Συλλόγου πρὸς διάδοσιν τῶν ἑλληνικῶν γραμμάτων ἐπιτροπὴ ἀνέλαβε τὴν ἔκδοσιν. Ὁ χάρτης συνετάχθη, ὁ δὲ Σύλλογος ἐκάλεσε τὸν κ. Χρυσοχόον καὶ ἐξεύρη τὰ ἀπαιτούμενα χρήματα. bbox=[46, 1516, 326, 1618]
signatories-list: Οἱ ἐντιμότατοι. Ἐρβέρτος Γλάδστων, Δίλκε, Μουνδέλλα, πρώην ὑπουργοί, Βὰρτ Βουδαλλ, Κλίβ, Πρόξυνσεν, Σέον, Ρόθερσεν, Λαβουχέρ. Διλλὸν, Διλέττ, Ρούμπ, Βρέλλ, Μόγκ, Στάγγον. Στύδινσων, Πρίσελν, Δώελ, Ὄσεν, Θωμᾶς Μάργαν, Ρέκιλτ, Δέντλεν, Ὀκέλλυ, Φλάβιν, Πρὰκ. Φέθεον, Γκόφλιν, Πικάρδ, Ρ. Βάλας, Ὀκέννα, Φένουικ Β. Τζόνες, Ἔβανς, Παϊνβρίδζ, Σίνκλαιρ, Ὀκάνορ, Ἄβραμ, Ὀβίλλων, Χίλδεβρὰν, Πήρς, Ὀρέδαν, Γέδδερδ. bbox=[644, 172, 924, 376]
